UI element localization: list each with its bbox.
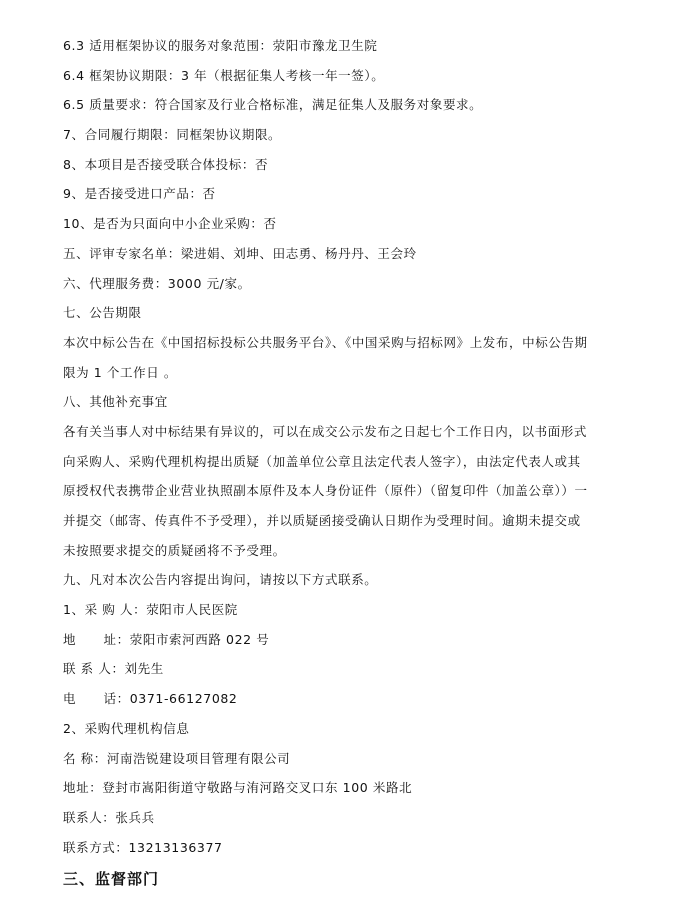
- text-line: 地 址：荥阳市索河西路 022 号: [63, 631, 270, 647]
- text-line: 9、是否接受进口产品：否: [63, 186, 216, 202]
- text-line: 1、采 购 人：荥阳市人民医院: [63, 602, 238, 618]
- text-line: 九、凡对本次公告内容提出询问，请按以下方式联系。: [63, 572, 378, 588]
- text-line: 6.3 适用框架协议的服务对象范围：荥阳市豫龙卫生院: [63, 38, 378, 53]
- text-line: 限为 1 个工作日 。: [63, 364, 177, 380]
- text-line: 原授权代表携带企业营业执照副本原件及本人身份证件（原件）（留复印件（加盖公章））一: [63, 483, 588, 499]
- text-line: 6.5 质量要求：符合国家及行业合格标准，满足征集人及服务对象要求。: [63, 97, 483, 113]
- text-line: 五、评审专家名单：梁进娟、刘坤、田志勇、杨丹丹、王会玲: [63, 245, 417, 261]
- text-line: 各有关当事人对中标结果有异议的，可以在成交公示发布之日起七个工作日内，以书面形式: [63, 423, 588, 439]
- text-line: 8、本项目是否接受联合体投标：否: [63, 156, 269, 172]
- text-line: 本次中标公告在《中国招标投标公共服务平台》、《中国采购与招标网》上发布，中标公告期: [63, 334, 588, 350]
- text-line: 联 系 人：刘先生: [63, 661, 164, 677]
- section-heading: 三、监督部门: [63, 870, 160, 889]
- document-body: [63, 31, 623, 890]
- text-line: 2、采购代理机构信息: [63, 720, 190, 736]
- text-line: 7、合同履行期限：同框架协议期限。: [63, 127, 282, 143]
- text-line: 七、公告期限: [63, 305, 142, 321]
- text-line: 向采购人、采购代理机构提出质疑（加盖单位公章且法定代表人签字），由法定代表人或其: [63, 453, 581, 469]
- text-line: 未按照要求提交的质疑函将不予受理。: [63, 542, 286, 558]
- text-line: 八、其他补充事宜: [63, 394, 168, 410]
- text-line: 电 话：0371-66127082: [63, 691, 238, 707]
- text-line: 名 称：河南浩锐建设项目管理有限公司: [63, 750, 291, 766]
- text-line: 六、代理服务费：3000 元/家。: [63, 275, 251, 291]
- text-line: 6.4 框架协议期限：3 年（根据征集人考核一年一签）。: [63, 67, 385, 83]
- text-line: 联系人：张兵兵: [63, 809, 155, 825]
- text-line: 10、是否为只面向中小企业采购：否: [63, 216, 277, 232]
- text-line: 地址：登封市嵩阳街道守敬路与洧河路交叉口东 100 米路北: [63, 780, 413, 796]
- text-line: 并提交（邮寄、传真件不予受理），并以质疑函接受确认日期作为受理时间。逾期未提交或: [63, 513, 581, 528]
- text-line: 联系方式：13213136377: [63, 839, 223, 855]
